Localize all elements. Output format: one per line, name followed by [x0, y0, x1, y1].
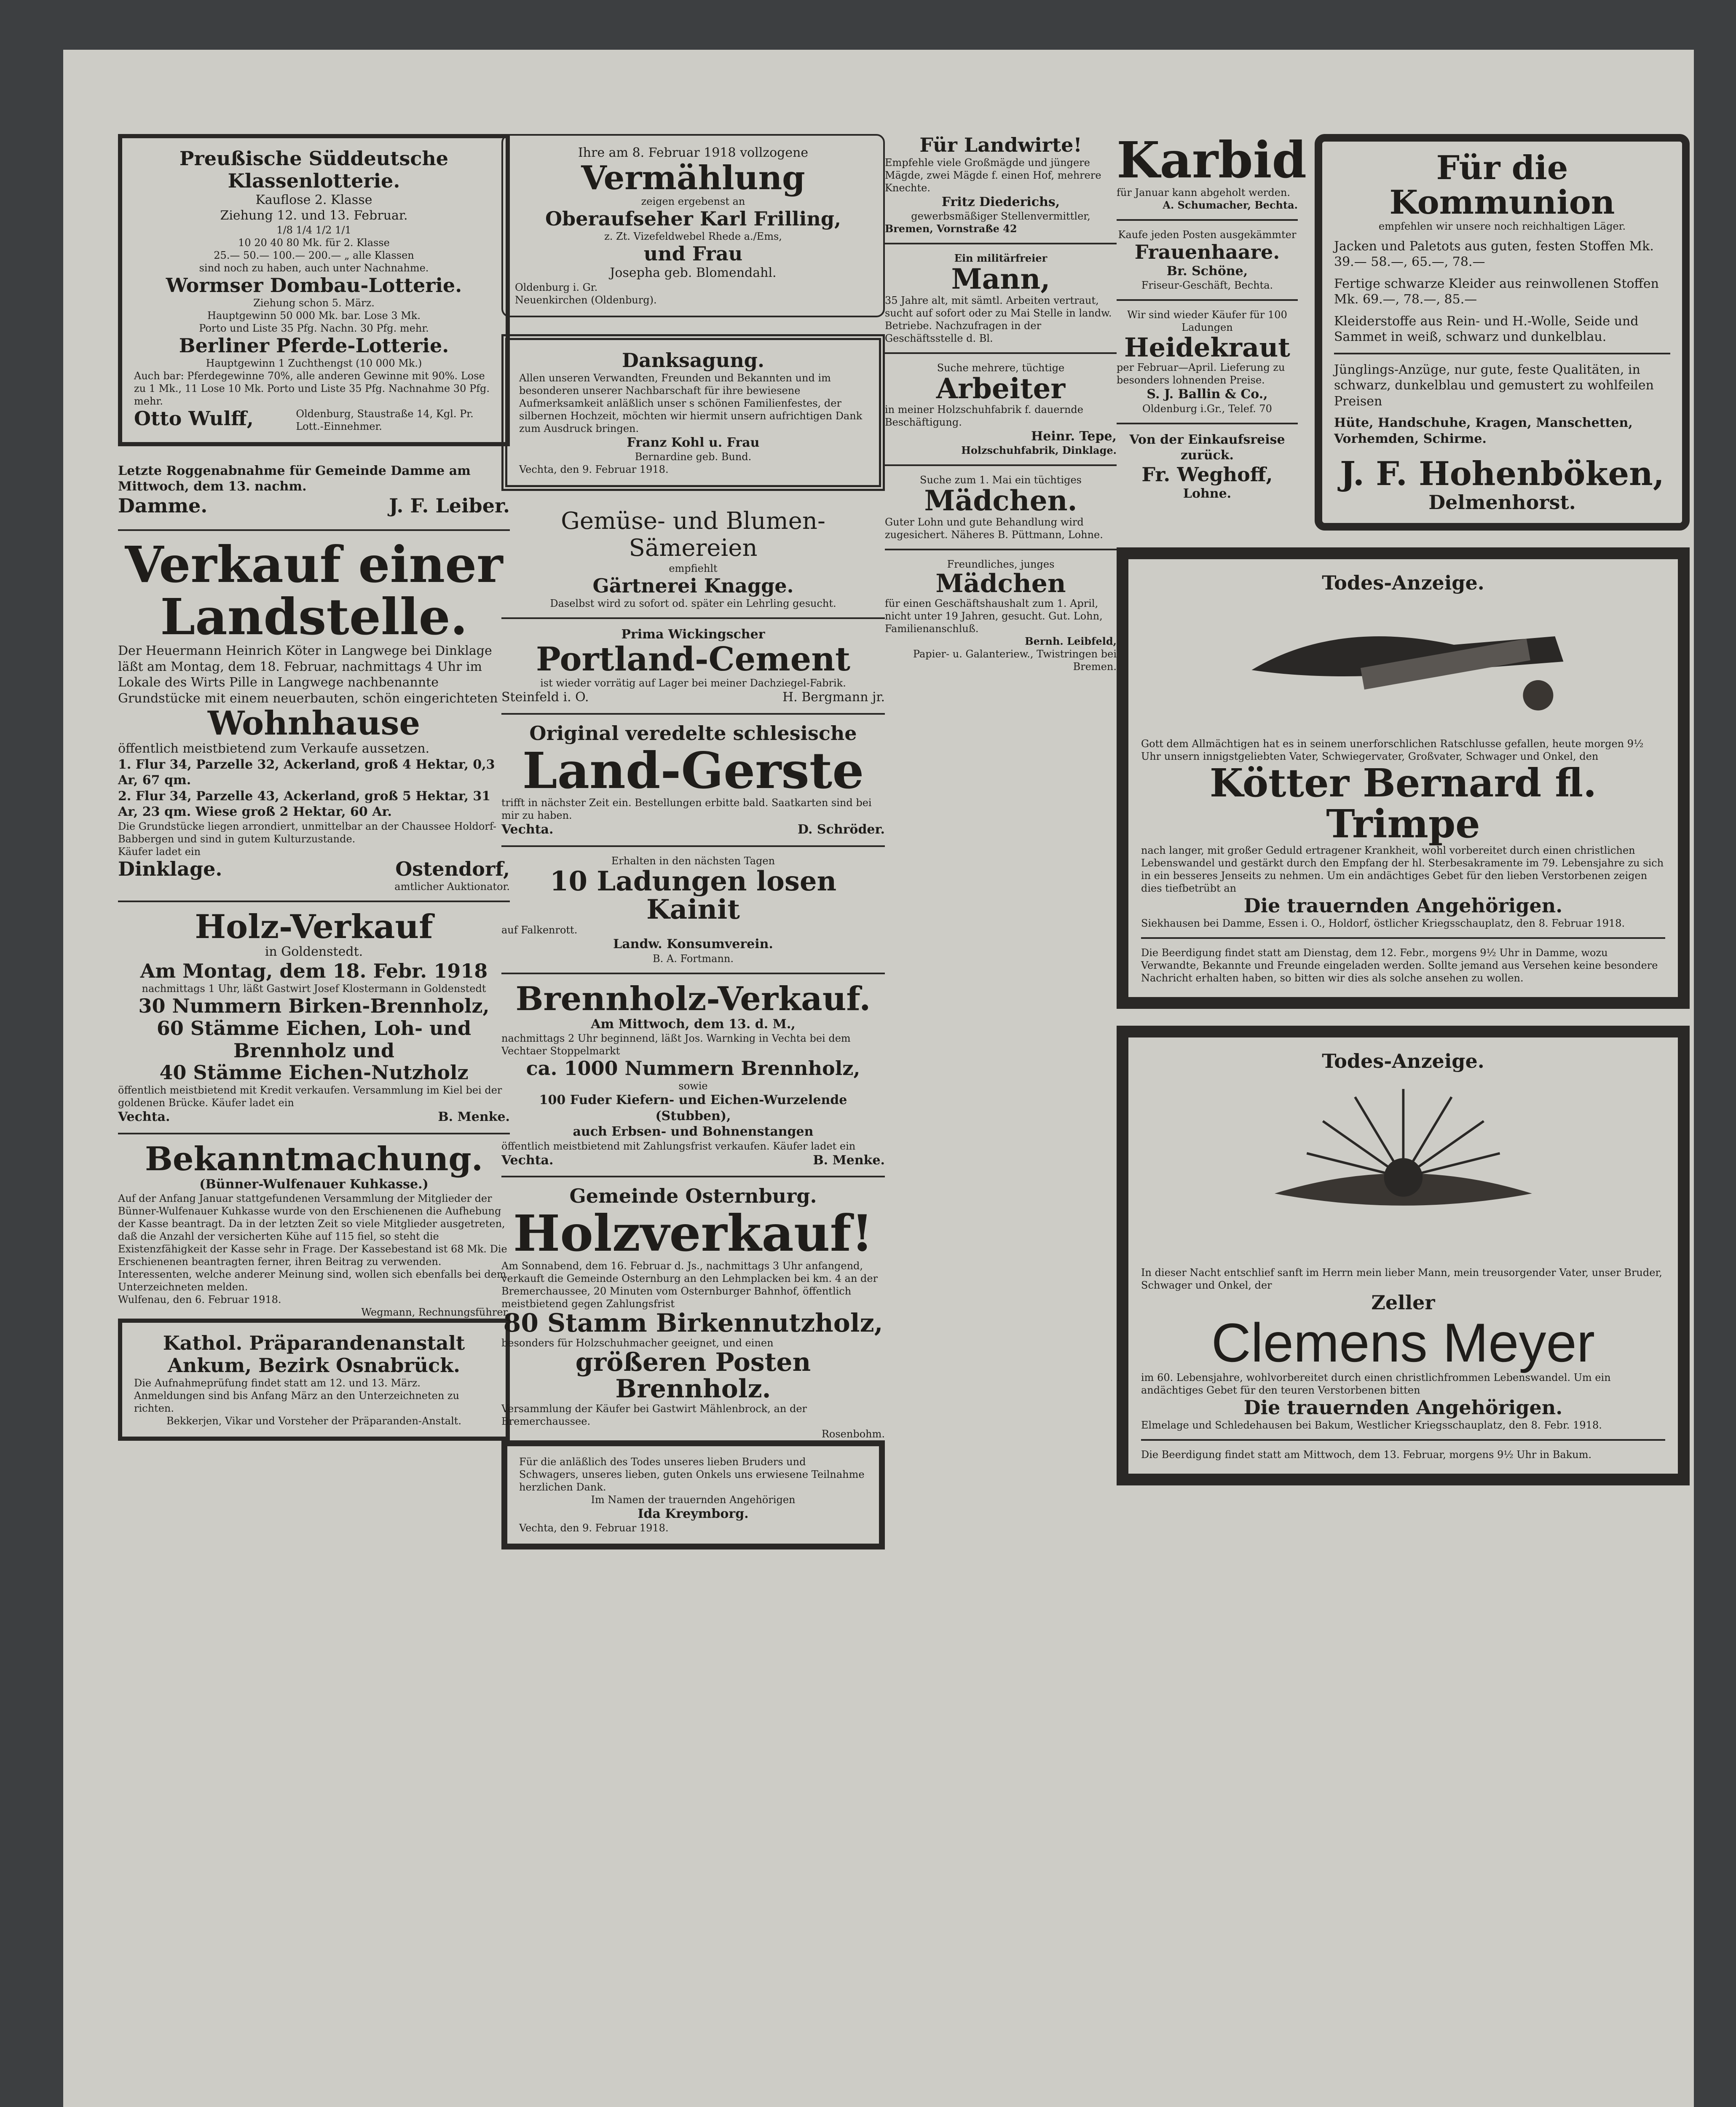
kainit-sign: Landw. Konsumverein.: [613, 937, 773, 952]
verkauf-sign: [118, 858, 510, 880]
mann-intro: Ein militärfreier: [954, 252, 1047, 265]
maed2-sign: Bernh. Leibfeld,: [1025, 635, 1117, 647]
dank-title: Danksagung.: [622, 348, 764, 372]
column-4: [1117, 131, 1690, 1502]
tod2-name: Clemens Meyer: [1211, 1311, 1595, 1373]
roggen-sign-place: Damme.: [118, 494, 208, 517]
roggen-text: Letzte Roggenabnahme für Gemeinde Damme am Mittwoch, dem 13. nachm.: [118, 463, 471, 494]
maed1-text: Guter Lohn und gute Behandlung wird zugesichert. Näheres B. Püttmann, Lohne.: [885, 516, 1103, 541]
oster-text3: Versammlung der Käufer bei Gastwirt Mählenbrock, an der Bremerchaussee.: [501, 1402, 807, 1427]
brenn-item1: ca. 1000 Nummern Brennholz,: [526, 1057, 860, 1080]
brenn-text3: öffentlich meistbietend mit Zahlungsfrist verkaufen. Käufer ladet ein: [501, 1140, 856, 1152]
wedding-title: Vermählung: [581, 158, 805, 197]
bekannt-sign: Wegmann, Rechnungsführer.: [361, 1306, 510, 1319]
gerste-title1: Original veredelte schlesische: [529, 721, 857, 745]
land-ad: [885, 134, 1117, 235]
sunburst-illustration: [1220, 1081, 1587, 1258]
maed2-title: Mädchen: [935, 568, 1066, 598]
dank-place: Vechta, den 9. Februar 1918.: [519, 464, 669, 476]
land-name: Fritz Diederichs,: [941, 194, 1060, 209]
arbeiter-sign2: Holzschuhfabrik, Dinklage.: [961, 444, 1117, 457]
divider: [885, 549, 1117, 550]
divider: [118, 901, 510, 902]
verkauf-invite: Käufer ladet ein: [118, 845, 201, 858]
komm-line5: Hüte, Handschuhe, Kragen, Manschetten, Vorhemden, Schirme.: [1334, 416, 1633, 446]
divider: [501, 973, 885, 974]
gerste-text: trifft in nächster Zeit ein. Bestellungen erbitte bald. Saatkarten sind bei mir zu haben.: [501, 797, 872, 822]
holz-title: Holz-Verkauf: [195, 907, 433, 946]
tod1-title: Todes-Anzeige.: [1322, 571, 1484, 595]
trauer-name-intro: Im Namen der trauernden Angehörigen: [591, 1493, 796, 1506]
reise-place: Lohne.: [1183, 486, 1232, 501]
heide-text: per Februar—April. Lieferung zu besonders lohnenden Preise.: [1117, 362, 1285, 386]
cement-sub: Prima Wickingscher: [621, 627, 765, 642]
tod1-place: Siekhausen bei Damme, Essen i. O., Holdorf, östlicher Kriegsschauplatz, den 8. Februar 1918.: [1141, 917, 1625, 930]
komm-line1: Jacken und Paletots aus guten, festen Stoffen Mk. 39.— 58.—, 65.—, 78.—: [1334, 239, 1654, 270]
komm-sub: empfehlen wir unsere noch reichhaltigen Läger.: [1378, 220, 1626, 232]
gerste-sign: D. Schröder.: [798, 822, 885, 837]
arbeiter-text: in meiner Holzschuhfabrik f. dauernde Beschäftigung.: [885, 403, 1083, 428]
sunburst-icon: [1220, 1081, 1587, 1258]
column-1: [118, 134, 510, 1458]
bekannt-title: Bekanntmachung.: [145, 1139, 483, 1178]
anstalt-title: Kathol. Präparandenanstalt Ankum, Bezirk Osnabrück.: [163, 1332, 465, 1377]
gerste-place: Vechta.: [501, 822, 554, 837]
holz-sign-row: [118, 1109, 510, 1125]
column-2: [501, 134, 885, 1566]
haar-title: Frauenhaare.: [1134, 240, 1280, 263]
komm-line3: Kleiderstoffe aus Rein- und H.-Wolle, Seide und Sammet in weiß, schwarz und dunkelblau.: [1334, 314, 1639, 345]
brenn-sign: B. Menke.: [813, 1153, 885, 1168]
wedding-and: und Frau: [643, 242, 743, 265]
roggen-sign-name: J. F. Leiber.: [389, 494, 510, 517]
oster-ad: [501, 1185, 885, 1440]
maed2-intro: Freundliches, junges: [947, 558, 1055, 570]
cross-palm-illustration: [1220, 603, 1587, 729]
wormser-title: Wormser Dombau-Lotterie.: [166, 273, 462, 297]
verkauf-title1: Verkauf einer: [125, 535, 503, 594]
brenn-text: nachmittags 2 Uhr beginnend, läßt Jos. Warnking in Vechta bei dem Vechtaer Stoppelmarkt: [501, 1032, 851, 1057]
bekannt-ad: [118, 1139, 510, 1319]
oster-title: Gemeinde Osternburg.: [569, 1185, 817, 1208]
karbid-text: für Januar kann abgeholt werden.: [1117, 186, 1291, 198]
divider: [885, 352, 1117, 354]
komm-name: J. F. Hohenböken,: [1340, 455, 1664, 493]
column-4-top: [1117, 131, 1690, 547]
wohnhause: Wohnhause: [207, 704, 421, 743]
brenn-sign-row: [501, 1153, 885, 1169]
bekannt-place: Wulfenau, den 6. Februar 1918.: [118, 1294, 281, 1306]
maed1-title: Mädchen.: [924, 484, 1077, 517]
trauer-text: Für die anläßlich des Todes unseres lieben Bruders und Schwagers, unseres lieben, guten Onkels uns erwiesene Teilnahme herzlichen Dank.: [519, 1456, 865, 1493]
komm-line4: Jünglings-Anzüge, nur gute, feste Qualitäten, in schwarz, dunkelblau und gemustert zu wohlfeilen Preisen: [1334, 362, 1654, 409]
holz-item1: 30 Nummern Birken-Brennholz,: [138, 994, 490, 1017]
kainit-text: Erhalten in den nächsten Tagen: [611, 855, 775, 867]
tod1-burial: Die Beerdigung findet statt am Dienstag, dem 12. Febr., morgens 9½ Uhr in Damme, wozu Verwandte, Bekannte und Freunde eingeladen werden. Sollte jemand aus Versehen keine besondere Nachricht erhalten haben, so bitten wir dies als solche ansehen zu wollen.: [1141, 947, 1658, 984]
heide-intro: Wir sind wieder Käufer für 100 Ladungen: [1127, 309, 1287, 334]
holz-item2: 60 Stämme Eichen, Loh- und Brennholz und: [156, 1016, 472, 1062]
oster-sign: Rosenbohm.: [821, 1428, 885, 1440]
maed1-ad: [885, 474, 1117, 541]
tod2-place: Elmelage und Schledehausen bei Bakum, Westlicher Kriegsschauplatz, den 8. Febr. 1918.: [1141, 1419, 1602, 1431]
dank-text: Allen unseren Verwandten, Freunden und Bekannten und im besonderen unserer Nachbarschaft für ihre bewiesene Aufmerksamkeit anläßlich unser s schönen Familienfestes, der silbernen Hochzeit, möchten wir hiermit unsern aufrichtigen Dank zum Ausdruck bringen.: [519, 372, 863, 434]
oster-text: Am Sonnabend, dem 16. Februar d. Js., nachmittags 3 Uhr anfangend, verkauft die Gemeinde Osternburg an den Lehmplacken bei km. 4 an der Bremerchaussee, 20 Minuten vom Osternburger Bahnhof, öffentlich meistbietend gegen Zahlungsfrist: [501, 1260, 878, 1310]
oster-item1: 80 Stamm Birkennutzholz,: [503, 1308, 883, 1338]
dank-sign2: Bernardine geb. Bund.: [635, 451, 752, 463]
gerste-title2: Land-Gerste: [522, 741, 864, 800]
divider: [1141, 1439, 1665, 1441]
heide-title: Heidekraut: [1124, 332, 1290, 363]
reise-text: Von der Einkaufsreise zurück.: [1129, 432, 1285, 463]
komm-line2: Fertige schwarze Kleider aus reinwollenen Stoffen Mk. 69.—, 78.—, 85.—: [1334, 276, 1659, 307]
lottery-ad: [118, 134, 510, 446]
anstalt-sign: Bekkerjen, Vikar und Vorsteher der Präparanden-Anstalt.: [166, 1415, 462, 1427]
divider: [885, 464, 1117, 466]
wedding-ad: [501, 134, 885, 317]
divider: [1334, 353, 1670, 354]
divider: [118, 1133, 510, 1134]
newspaper-page: [63, 50, 1694, 2107]
lottery-sub: Kauflose 2. Klasse: [255, 192, 372, 207]
tod2-pre: Zeller: [1371, 1291, 1435, 1314]
maed1-intro: Suche zum 1. Mai ein tüchtiges: [920, 474, 1082, 486]
lottery-note: sind noch zu haben, auch unter Nachnahme.: [199, 262, 429, 274]
wedding-groom: Oberaufseher Karl Frilling,: [545, 207, 841, 231]
tod2-sign: Die trauernden Angehörigen.: [1243, 1396, 1563, 1419]
lottery-title: Preußische Süddeutsche Klassenlotterie.: [179, 147, 449, 192]
seed-text: empfiehlt: [669, 562, 718, 574]
mann-title: Mann,: [951, 263, 1050, 296]
column-3: [885, 134, 1117, 673]
maed2-ad: [885, 558, 1117, 673]
anstalt-text: Die Aufnahmeprüfung findet statt am 12. und 13. März. Anmeldungen sind bis Anfang März an den Unterzeichneten zu richten.: [134, 1377, 460, 1415]
holz-text2: öffentlich meistbietend mit Kredit verkaufen. Versammlung im Kiel bei der goldenen Brücke. Käufer ladet ein: [118, 1084, 502, 1109]
seed-ad: [501, 508, 885, 610]
kainit-ad: [501, 855, 885, 965]
divider: [1117, 423, 1298, 424]
land-title: Für Landwirte!: [919, 134, 1082, 156]
wedding-groom-role: z. Zt. Vizefeldwebel Rhede a./Ems,: [604, 231, 782, 243]
oster-item2: größeren Posten Brennholz.: [575, 1347, 811, 1404]
brenn-item3: auch Erbsen- und Bohnenstangen: [573, 1124, 814, 1139]
tod2-text2: im 60. Lebensjahre, wohlvorbereitet durch einen christlichfrommen Lebenswandel. Um ein andächtiges Gebet für den teuren Verstorbenen bitten: [1141, 1372, 1611, 1397]
brenn-date: Am Mittwoch, dem 13. d. M.,: [591, 1016, 796, 1032]
lottery-draw: Ziehung 12. und 13. Februar.: [220, 208, 408, 223]
holz-item3: 40 Stämme Eichen-Nutzholz: [159, 1061, 469, 1084]
holz-place: in Goldenstedt.: [265, 944, 363, 960]
wedding-intro: Ihre am 8. Februar 1918 vollzogene: [578, 145, 809, 160]
land-addr: Bremen, Vornstraße 42: [885, 222, 1017, 235]
trauer-place: Vechta, den 9. Februar 1918.: [519, 1522, 669, 1534]
divider: [118, 529, 510, 531]
todes-anzeige-2: [1117, 1026, 1690, 1485]
brenn-place: Vechta.: [501, 1153, 554, 1168]
cement-ad: [501, 627, 885, 705]
tod2-text: In dieser Nacht entschlief sanft im Herrn mein lieber Mann, mein treusorgender Vater, unser Bruder, Schwager und Onkel, der: [1141, 1266, 1662, 1291]
bekannt-text: Auf der Anfang Januar stattgefundenen Versammlung der Mitglieder der Bünner-Wulfenauer Kuhkasse wurde von den Erschienenen die Aufhebung der Kasse beantragt. Da in der letzten Zeit so viele Mitglieder ausgetreten, daß die Anzahl der versicherten Kühe auf 115 fiel, so steht die Existenzfähigkeit der Kasse sehr in Frage. Der Kassebestand ist 68 Mk. Die Erschienenen beantragten ferner, ihren Beitrag zu verwenden. Interessenten, welche anderer Meinung sind, wollen sich ebenfalls bei dem Unterzeichneten melden.: [118, 1193, 507, 1293]
verkauf-role: amtlicher Auktionator.: [394, 880, 510, 893]
komm-place: Delmenhorst.: [1428, 491, 1576, 514]
haar-name: Br. Schöne,: [1166, 263, 1248, 279]
roggen-sign: [118, 495, 510, 517]
lottery-prices2: 25.— 50.— 100.— 200.— „ alle Klassen: [214, 249, 414, 261]
wormser-win: Hauptgewinn 50 000 Mk. bar. Lose 3 Mk.: [207, 309, 421, 322]
holz-sign: B. Menke.: [438, 1110, 510, 1125]
kommunion-ad: [1315, 134, 1690, 531]
land-text: Empfehle viele Großmägde und jüngere Mägde, zwei Mägde f. einen Hof, mehrere Knechte.: [885, 156, 1101, 194]
land-role: gewerbsmäßiger Stellenvermittler,: [911, 210, 1090, 222]
verkauf-place: Dinklage.: [118, 857, 222, 880]
wedding-place2: Neuenkirchen (Oldenburg).: [515, 294, 657, 306]
trauer-sign: Ida Kreymborg.: [638, 1506, 749, 1521]
small-ads: [1117, 131, 1307, 547]
holz-date: Am Montag, dem 18. Febr. 1918: [140, 959, 488, 982]
gerste-ad: [501, 722, 885, 838]
cement-sign: H. Bergmann jr.: [782, 690, 885, 705]
wulff-line: [134, 407, 494, 433]
cement-text: ist wieder vorrätig auf Lager bei meiner Dachziegel-Fabrik.: [540, 677, 846, 689]
divider: [501, 845, 885, 847]
divider: [1117, 299, 1298, 301]
cross-palm-icon: [1220, 603, 1587, 729]
tod1-name: Kötter Bernard fl. Trimpe: [1209, 760, 1597, 847]
wedding-bride: Josepha geb. Blomendahl.: [610, 265, 777, 281]
cement-title: Portland-Cement: [536, 640, 851, 679]
divider: [1141, 937, 1665, 939]
haar-intro: Kaufe jeden Posten ausgekämmter: [1118, 228, 1297, 241]
divider: [501, 713, 885, 715]
anstalt-ad: [118, 1319, 510, 1441]
tod1-sign: Die trauernden Angehörigen.: [1243, 894, 1563, 917]
tod2-title: Todes-Anzeige.: [1322, 1050, 1484, 1073]
trauer-ad: [501, 1440, 885, 1550]
bekannt-sub: (Bünner-Wulfenauer Kuhkasse.): [199, 1177, 429, 1192]
arbeiter-sign: Heinr. Tepe,: [1031, 429, 1117, 444]
holz-text: nachmittags 1 Uhr, läßt Gastwirt Josef Klostermann in Goldenstedt: [142, 982, 486, 995]
mann-text: 35 Jahre alt, mit sämtl. Arbeiten vertraut, sucht auf sofort oder zu Mai Stelle in landw. Betriebe. Nachzufragen in der Geschäftsstelle d. Bl.: [885, 294, 1112, 344]
verkauf-title2: Landstelle.: [160, 587, 468, 646]
cement-place: Steinfeld i. O.: [501, 690, 589, 705]
kainit-title: 10 Ladungen losen Kainit: [549, 865, 837, 926]
wulff-addr: Oldenburg, Staustraße 14, Kgl. Pr. Lott.-Einnehmer.: [296, 407, 474, 432]
maed2-text: für einen Geschäftshaushalt zum 1. April, nicht unter 19 Jahren, gesucht. Gut. Lohn, Familienanschluß.: [885, 597, 1103, 635]
cement-sign-row: [501, 689, 885, 705]
brenn-title: Brennholz-Verkauf.: [515, 979, 871, 1018]
divider: [885, 243, 1117, 244]
verkauf-text3: Die Grundstücke liegen arrondiert, unmittelbar an der Chaussee Holdorf-Babbergen und sind in gutem Kulturzustande.: [118, 820, 496, 845]
brenn-text2: sowie: [678, 1080, 708, 1092]
maed2-sign2: Papier- u. Galanteriew., Twistringen bei Bremen.: [913, 648, 1117, 673]
kainit-place: auf Falkenrott.: [501, 924, 578, 936]
kainit-sign2: B. A. Fortmann.: [653, 952, 734, 965]
haar-role: Friseur-Geschäft, Bechta.: [1141, 279, 1273, 292]
arbeiter-title: Arbeiter: [936, 372, 1066, 405]
verkauf-text: Der Heuermann Heinrich Köter in Langwege bei Dinklage läßt am Montag, dem 18. Februar, nachmittags 4 Uhr im Lokale des Wirts Pille in Langwege nachbenannte Grundstücke mit einem neuerbauten, schön eingerichteten: [118, 643, 498, 706]
heide-addr: Oldenburg i.Gr., Telef. 70: [1142, 402, 1272, 415]
brenn-ad: [501, 979, 885, 1168]
wedding-place1: Oldenburg i. Gr.: [515, 281, 598, 293]
dank-ad: [501, 334, 885, 491]
mann-ad: [885, 252, 1117, 344]
verkauf-name: Ostendorf,: [395, 857, 510, 880]
divider: [1117, 219, 1298, 221]
horse-text: Auch bar: Pferdegewinne 70%, alle anderen Gewinne mit 90%. Lose zu 1 Mk., 11 Lose 10 Mk. Porto und Liste 35 Pfg. Nachnahme 30 Pfg. mehr.: [134, 370, 490, 407]
tod2-burial: Die Beerdigung findet statt am Mittwoch, dem 13. Februar, morgens 9½ Uhr in Bakum.: [1141, 1449, 1592, 1461]
verkauf-text2: öffentlich meistbietend zum Verkaufe aussetzen.: [118, 741, 430, 756]
divider: [501, 1176, 885, 1177]
wedding-text: zeigen ergebenst an: [641, 196, 745, 208]
arbeiter-ad: [885, 362, 1117, 457]
karbid-sign: A. Schumacher, Bechta.: [1163, 198, 1298, 211]
seed-title: Gemüse- und Blumen-Sämereien: [561, 507, 825, 562]
gerste-sign-row: [501, 822, 885, 838]
todes-anzeige-1: [1117, 547, 1690, 1009]
brenn-item2: 100 Fuder Kiefern- und Eichen-Wurzelende (Stubben),: [539, 1093, 847, 1123]
reise-name: Fr. Weghoff,: [1141, 463, 1273, 486]
lottery-fracs: 1/8 1/4 1/2 1/1: [276, 224, 351, 236]
holz-ad: [118, 907, 510, 1125]
oster-big: Holzverkauf!: [513, 1204, 873, 1263]
flur-1: 1. Flur 34, Parzelle 32, Ackerland, groß 4 Hektar, 0,3 Ar, 67 qm.: [118, 757, 495, 788]
wormser-draw: Ziehung schon 5. März.: [253, 297, 375, 309]
heide-name: S. J. Ballin & Co.,: [1147, 387, 1268, 402]
oster-text2: besonders für Holzschuhmacher geeignet, und einen: [501, 1337, 774, 1349]
dank-sign: Franz Kohl u. Frau: [627, 435, 760, 450]
seed-name: Gärtnerei Knagge.: [592, 574, 794, 597]
horse-win: Hauptgewinn 1 Zuchthengst (10 000 Mk.): [206, 357, 422, 369]
divider: [501, 617, 885, 619]
flur-2: 2. Flur 34, Parzelle 43, Ackerland, groß 5 Hektar, 31 Ar, 23 qm. Wiese groß 2 Hektar, 60 Ar.: [118, 788, 491, 820]
lottery-prices: 10 20 40 80 Mk. für 2. Klasse: [238, 236, 390, 249]
tod1-text2: nach langer, mit großer Geduld ertragener Krankheit, wohl vorbereitet durch einen christlichen Lebenswandel und gestärkt durch den Empfang der hl. Sterbesakramente im 79. Lebensjahre zu sich in ein besseres Jenseits zu nehmen. Um ein andächtiges Gebet für den lieben Verstorbenen zeigen dies tiefbetrübt an: [1141, 844, 1664, 895]
verkauf-ad: [118, 535, 510, 893]
wulff-name: Otto Wulff,: [134, 407, 254, 430]
karbid-title: Karbid: [1117, 131, 1307, 189]
komm-title: Für die Kommunion: [1389, 149, 1615, 222]
roggen-ad: [118, 463, 510, 517]
tod1-text: Gott dem Allmächtigen hat es in seinem unerforschlichen Ratschlusse gefallen, heute morgen 9½ Uhr unsern innigstgeliebten Vater, Schwiegervater, Großvater, Schwager und Onkel, den: [1141, 737, 1644, 762]
arbeiter-intro: Suche mehrere, tüchtige: [937, 362, 1065, 374]
wormser-post: Porto und Liste 35 Pfg. Nachn. 30 Pfg. mehr.: [199, 322, 429, 334]
horse-title: Berliner Pferde-Lotterie.: [179, 334, 449, 357]
seed-text2: Daselbst wird zu sofort od. später ein Lehrling gesucht.: [550, 597, 836, 609]
holz-place2: Vechta.: [118, 1110, 170, 1125]
